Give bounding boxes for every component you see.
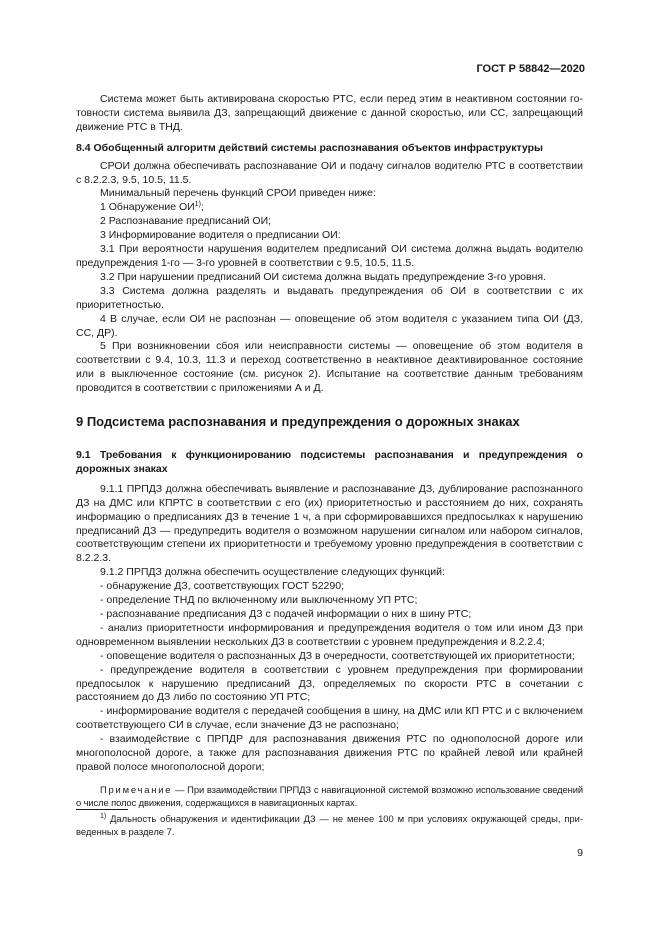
list-item: - предупреждение водителя в соответствии с уровнем предупреждения при формировании предпосылок к нарушению предписаний ДЗ, определяемых по скорости РТС в сочетании с расстоянием до ДЗ либо по состоянию УП РТС; — [76, 663, 583, 704]
paragraph-8-4-5: 3 Информирование водителя о предписании ОИ: — [100, 229, 341, 242]
footnote — [76, 812, 583, 839]
paragraph-8-4-4: 2 Распознавание предписаний ОИ; — [100, 215, 272, 228]
list-item: - обнаружение ДЗ, соответствующих ГОСТ 52290; — [100, 580, 344, 593]
paragraph-8-4-7: 3.2 При нарушении предписаний ОИ система должна выдать предупреждение 3-го уровня. — [100, 270, 547, 283]
list-item: - информирование водителя с передачей сообщения в шину, на ДМС или КП РТС и с включением соответствующего СИ в случае, если значение ДЗ не распознано; — [76, 705, 583, 732]
paragraph-8-4-1: СРОИ должна обеспечивать распознавание ОИ и подачу сигналов водителю РТС в соответствии с 8.2.2.3, 9.5, 10.5, 11.5. — [76, 159, 583, 186]
page-number: 9 — [577, 847, 583, 859]
footnote-text: Дальность обнаружения и идентификации ДЗ — не менее 100 м при условиях окружающей среды, приведенных в разделе 7. — [76, 813, 583, 838]
list-item: - определение ТНД по включенному или выключенному УП РТС; — [100, 594, 418, 607]
document-body — [76, 93, 583, 810]
footnote-divider — [76, 809, 128, 810]
list-item: - анализ приоритетности информирования и предупреждения водителя о том или ином ДЗ при одновременном выявлении нескольких ДЗ в соответствии с уровнем предупреждения и 8.2.2.4; — [76, 621, 583, 648]
note-label: Примечание — [100, 783, 173, 795]
section-9-title: 9 Подсистема распознавания и предупреждения о дорожных знаках — [76, 414, 520, 430]
paragraph-9-1-2: 9.1.2 ПРПДЗ должна обеспечить осуществление следующих функций: — [100, 566, 445, 579]
paragraph-8-4-8: 3.3 Система должна разделять и выдавать предупреждения об ОИ в соответствии с их приоритетностью. — [76, 284, 583, 311]
section-8-4-title: 8.4 Обобщенный алгоритм действий системы распознавания объектов инфраструктуры — [76, 141, 543, 154]
footnote-reference: 1) — [194, 201, 201, 209]
list-item: - оповещение водителя о распознанных ДЗ в очередности, соответствующей их приоритетности; — [100, 649, 575, 662]
list-item: - взаимодействие с ПРПДР для распознавания движения РТС по однополосной дороге или многополосной дороге, а также для распознавания движения РТС по крайней левой или крайней правой полосе многополосной дороги; — [76, 733, 583, 773]
paragraph-8-4-2: Минимальный перечень функций СРОИ приведен ниже: — [100, 187, 376, 200]
section-9-1-title: 9.1 Требования к функционированию подсистемы распознавания и предупреждения о дорожных знаках — [76, 449, 583, 475]
list-item: - распознавание предписания ДЗ с подачей информации о них в шину РТС; — [100, 608, 472, 620]
paragraph-8-4-3 — [76, 201, 583, 215]
paragraph-8-4-6: 3.1 При вероятности нарушения водителем предписаний ОИ система должна выдать водителю предупреждения 1-го — 3-го уровней в соответствии с 9.5, 10.5, 11.5. — [76, 243, 583, 269]
note-paragraph — [76, 783, 583, 810]
paragraph-9-1-1: 9.1.1 ПРПДЗ должна обеспечивать выявление и распознавание ДЗ, дублирование распознанного ДЗ на ДМС или КПРТС в соответствии с его (их) приоритетностью и расстоянием до них, сохранять информацию о предписаниях ДЗ в течение 1 ч, а при сформировавшихся предпосылках к нарушению предписаний ДЗ — предупредить водителя о возможном нарушении сигналом или набором сигналов, соответствующим степени их приоритетности и требуемому уровню предупреждения в соответствии с 8.2.2.3. — [76, 482, 583, 565]
paragraph-8-4-10: 5 При возникновении сбоя или неисправности системы — оповещение об этом водителя в соответствии с 9.4, 10.3, 11.3 и переход соответственно в неактивное деактивированное состояние или в выключенное состояние (см. рисунок 2). Испытание на соответствие данным требованиям проводится в соответствии с приложениями А и Д. — [76, 340, 583, 395]
paragraph-intro: Система может быть активирована скоростью РТС, если перед этим в неактивном состоянии готовности система выявила ДЗ, запрещающий движение с данной скоростью, или СС, запрещающий движение РТС в ТНД. — [76, 93, 583, 133]
document-header: ГОСТ Р 58842—2020 — [476, 63, 585, 75]
function-detection-end: ; — [200, 201, 204, 214]
footnote-marker: 1) — [100, 813, 107, 820]
function-detection-text: 1 Обнаружение ОИ — [100, 201, 195, 214]
paragraph-8-4-9: 4 В случае, если ОИ не распознан — оповещение об этом водителя с указанием типа ОИ (ДЗ, СС, ДР). — [76, 312, 583, 339]
note-text: — При взаимодействии ПРПДЗ с навигационной системой возможно использование сведений о числе полос движения, содержащихся в навигационных картах. — [76, 783, 583, 809]
